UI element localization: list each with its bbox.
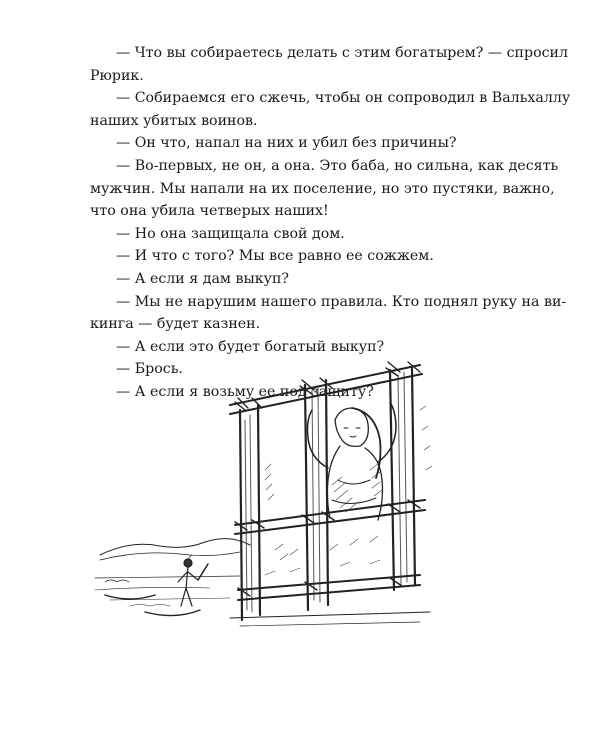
text-line: — А если я возьму ее под защиту? — [116, 383, 374, 400]
text-line: — Брось. — [116, 361, 183, 378]
text-line: — Собираемся его сжечь, чтобы он сопроводил в Вальхаллу — [116, 90, 571, 107]
text-line: мужчин. Мы напали на их поселение, но это пустяки, важно, — [90, 180, 555, 197]
shore-scene — [95, 539, 250, 606]
text-line: кинга — будет казнен. — [90, 316, 261, 333]
text-line: наших убитых воинов. — [90, 112, 258, 129]
text-line: — Во-первых, не он, а она. Это баба, но сильна, как десять — [116, 157, 559, 174]
text-line: — А если я дам выкуп? — [116, 270, 290, 287]
cage-illustration — [90, 350, 490, 640]
text-line: — Что вы собираетесь делать с этим богатырем? — спросил — [116, 45, 569, 61]
viking-figure — [178, 559, 208, 606]
text-line: что она убила четверых наших! — [90, 203, 329, 220]
ink-sketch — [90, 350, 490, 640]
text-line: — Он что, напал на них и убил без причины? — [116, 135, 457, 152]
text-line: — И что с того? Мы все равно ее сожжем. — [116, 248, 434, 265]
text-line: — А если это будет богатый выкуп? — [116, 338, 385, 355]
text-line: — Но она защищала свой дом. — [116, 225, 345, 242]
text-line: Рюрик. — [90, 67, 144, 84]
woman-figure — [308, 402, 397, 520]
text-line: — Мы не нарушим нашего правила. Кто поднял руку на ви- — [116, 293, 567, 310]
